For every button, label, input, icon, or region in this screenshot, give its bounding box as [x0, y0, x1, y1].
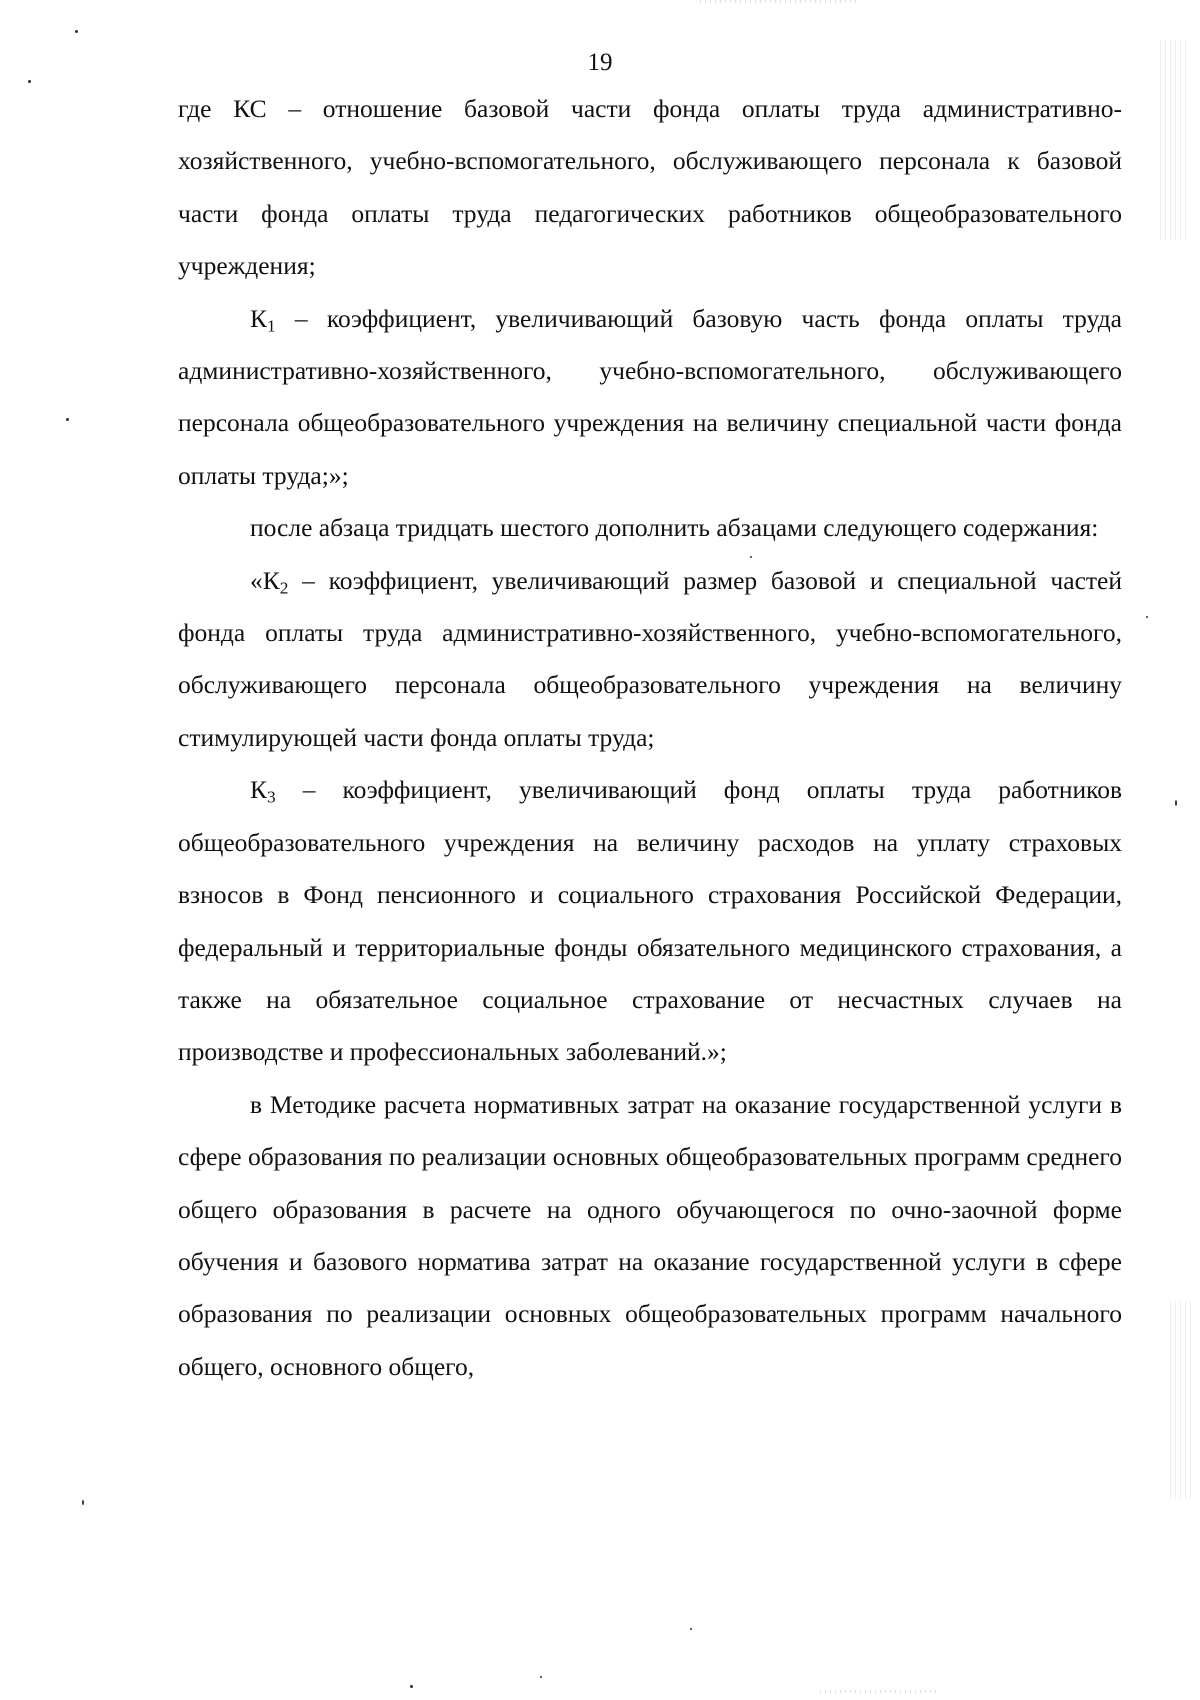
- paragraph-text: «К: [250, 565, 280, 595]
- scan-edge-noise: [1170, 1300, 1195, 1500]
- page-number: 19: [587, 49, 613, 76]
- paragraph: [178, 764, 1122, 1078]
- scan-edge-noise: [700, 0, 860, 3]
- scan-speck: [1146, 616, 1148, 618]
- scan-edge-noise: [1160, 40, 1190, 240]
- paragraph-text: после абзаца тридцать шестого дополнить абзацами следующего содержания:: [250, 513, 1099, 543]
- document-body: [178, 83, 1122, 1393]
- paragraph: [178, 502, 1122, 554]
- paragraph-text: К: [250, 303, 268, 333]
- scan-edge-noise: [820, 1690, 940, 1693]
- scan-speck: [66, 418, 69, 421]
- paragraph-text: – коэффициент, увеличивающий размер базовой и специальной частей фонда оплаты труда административно-хозяйственного, учебно-вспомогательного, обслуживающего персонала общеобразовательного учреждения на величину стимулирующей части фонда оплаты труда;: [178, 565, 1122, 752]
- paragraph: [178, 293, 1122, 503]
- subscript-index: 1: [267, 315, 276, 335]
- scan-speck: [1175, 800, 1177, 806]
- paragraph-text: – коэффициент, увеличивающий фонд оплаты труда работников общеобразовательного учреждения на величину расходов на уплату страховых взносов в Фонд пенсионного и социального страхования Российской Федерации, федеральный и территориальные фонды обязательного медицинского страхования, а также на обязательное социальное страхование от несчастных случаев на производстве и профессиональных заболеваний.»;: [178, 775, 1122, 1067]
- scan-speck: [750, 556, 752, 558]
- scan-speck: [540, 1676, 542, 1678]
- subscript-index: 2: [279, 577, 289, 597]
- subscript-index: 3: [267, 787, 276, 807]
- paragraph-text: К: [250, 775, 268, 805]
- scan-speck: [28, 80, 31, 83]
- scan-speck: [410, 1685, 413, 1688]
- paragraph: [178, 555, 1122, 765]
- paragraph: [178, 83, 1122, 293]
- scan-speck: [75, 30, 78, 33]
- scan-speck: [82, 1500, 84, 1505]
- paragraph-text: в Методике расчета нормативных затрат на оказание государственной услуги в сфере образования по реализации основных общеобразовательных программ среднего общего образования в расчете на одного обучающегося по очно-заочной форме обучения и базового норматива затрат на оказание государственной услуги в сфере образования по реализации основных общеобразовательных программ начального общего, основного общего,: [178, 1089, 1122, 1381]
- paragraph: [178, 1079, 1122, 1393]
- paragraph-text: где КС – отношение базовой части фонда оплаты труда административно-хозяйственного, учебно-вспомогательного, обслуживающего персонала к базовой части фонда оплаты труда педагогических работников общеобразовательного учреждения;: [178, 94, 1122, 281]
- paragraph-text: – коэффициент, увеличивающий базовую часть фонда оплаты труда административно-хозяйственного, учебно-вспомогательного, обслуживающего персонала общеобразовательного учреждения на величину специальной части фонда оплаты труда;»;: [178, 303, 1122, 490]
- scan-speck: [690, 1628, 692, 1630]
